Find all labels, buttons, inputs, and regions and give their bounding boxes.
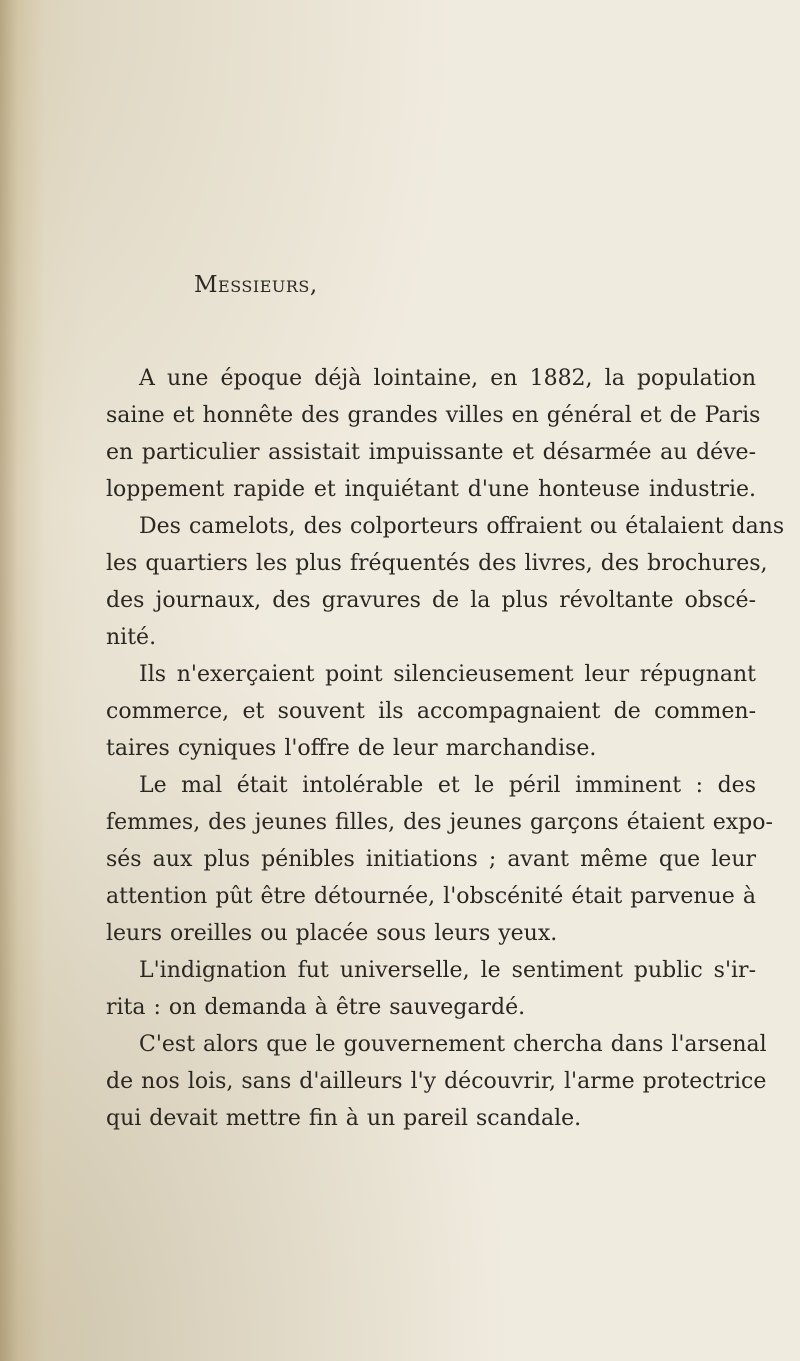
text-line: Ils n'exerçaient point silencieusement leur répugnant	[139, 662, 756, 687]
text-line: sés aux plus pénibles initiations ; avant même que leur	[106, 847, 756, 872]
salutation: Messieurs,	[194, 272, 318, 298]
text-line: loppement rapide et inquiétant d'une honteuse industrie.	[106, 477, 756, 502]
text-line: saine et honnête des grandes villes en général et de Paris	[106, 403, 761, 428]
text-line: des journaux, des gravures de la plus révoltante obscé-	[106, 588, 756, 613]
text-line: de nos lois, sans d'ailleurs l'y découvrir, l'arme protectrice	[106, 1069, 767, 1094]
text-line: les quartiers les plus fréquentés des livres, des brochures,	[106, 551, 768, 576]
text-line: C'est alors que le gouvernement chercha dans l'arsenal	[139, 1032, 767, 1057]
text-line: attention pût être détournée, l'obscénité était parvenue à	[106, 884, 756, 909]
text-line: nité.	[106, 625, 157, 650]
text-line: L'indignation fut universelle, le sentiment public s'ir-	[139, 958, 756, 983]
text-line: qui devait mettre fin à un pareil scandale.	[106, 1106, 582, 1131]
text-line: rita : on demanda à être sauvegardé.	[106, 995, 526, 1020]
text-line: taires cyniques l'offre de leur marchandise.	[106, 736, 597, 761]
text-line: Des camelots, des colporteurs offraient ou étalaient dans	[139, 514, 785, 539]
text-line: Le mal était intolérable et le péril imminent : des	[139, 773, 756, 798]
text-line: commerce, et souvent ils accompagnaient de commen-	[106, 699, 756, 724]
text-line: A une époque déjà lointaine, en 1882, la population	[139, 366, 756, 391]
text-line: leurs oreilles ou placée sous leurs yeux.	[106, 921, 558, 946]
text-line: en particulier assistait impuissante et désarmée au déve-	[106, 440, 756, 465]
text-line: femmes, des jeunes filles, des jeunes garçons étaient expo-	[106, 810, 773, 835]
document-body	[106, 360, 785, 1137]
